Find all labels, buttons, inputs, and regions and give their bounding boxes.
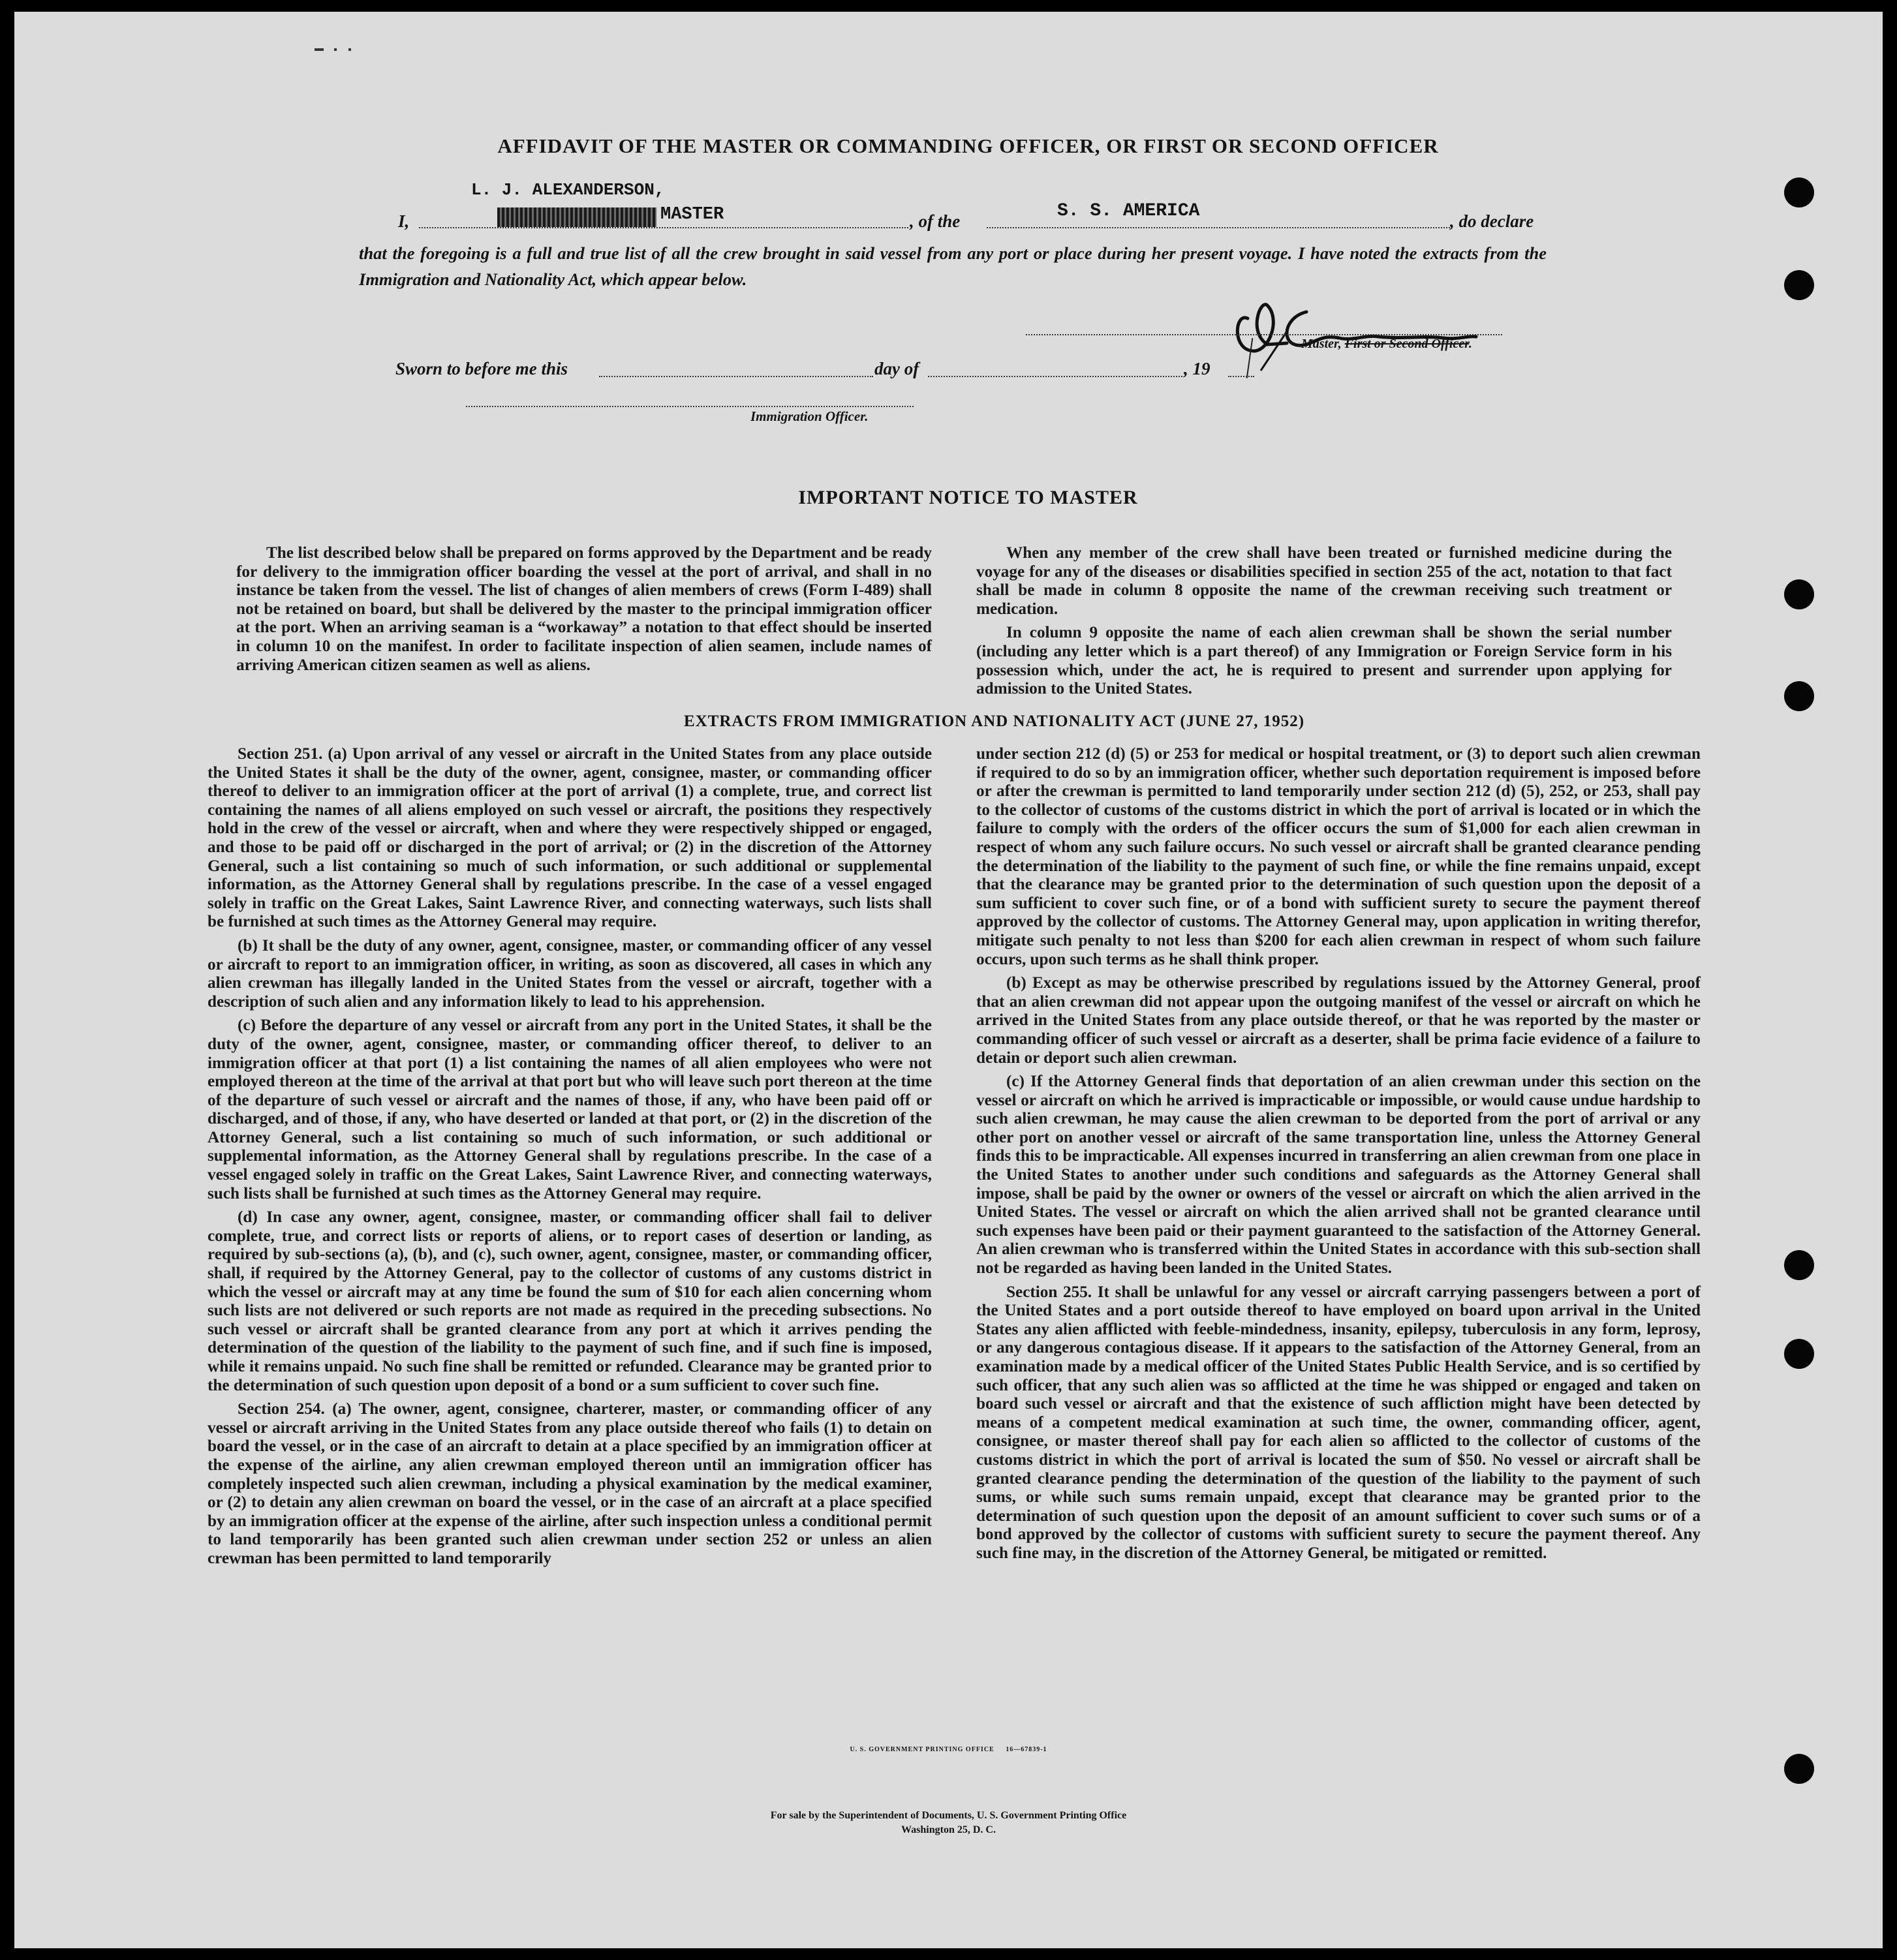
notice-left-paragraph: The list described below shall be prepared on forms approved by the Department and be ready for delivery to the immigration officer boarding the vessel at the port of arrival, and shall in no instance be taken from the vessel. The list of changes of alien members of crews (Form I-489) shall not be retained on board, but shall be delivered by the master to the principal immigration officer at the port. When an arriving seaman is a “workaway” a notation to that effect should be inserted in column 10 on the manifest. In order to facilitate inspection of alien seamen, include names of arriving American citizen seamen as well as aliens.: [236, 544, 932, 674]
section-254-b: (b) Except as may be otherwise prescribed by regulations issued by the Attorney General, proof that an alien crewman did not appear upon the outgoing manifest of the vessel or aircraft on which he arrived in the United States from any place outside thereof, or that he was reported by the master or commanding officer of such vessel or aircraft as a deserter, shall be prima facie evidence of a failure to detain or deport such alien crewman.: [976, 974, 1701, 1067]
master-name: L. J. ALEXANDERSON,: [471, 180, 665, 200]
signature-caption: [1301, 337, 1472, 352]
notice-title: IMPORTANT NOTICE TO MASTER: [798, 487, 1138, 508]
affidavit-title: AFFIDAVIT OF THE MASTER OR COMMANDING OFFICER, OR FIRST OR SECOND OFFICER: [497, 134, 1439, 157]
day-of-label: day of: [874, 359, 919, 378]
punch-hole: [1784, 1339, 1814, 1369]
sworn-label: Sworn to before me this: [395, 359, 568, 378]
declaration-text: that the foregoing is a full and true list of all the crew brought in said vessel from any port or place during her present voyage. I have noted the extracts from the Immigration and Nationality Act, which appear below.: [359, 243, 1547, 289]
name-line: [419, 227, 908, 228]
officer-line: [466, 406, 914, 407]
caption-master: Master,: [1301, 337, 1345, 351]
sale-line: For sale by the Superintendent of Documents, U. S. Government Printing Office: [770, 1810, 1127, 1821]
section-254-a-continued: under section 212 (d) (5) or 253 for medical or hospital treatment, or (3) to deport such alien crewman if required to do so by an immigration officer, whether such deportation requirement is imposed before or after the crewman is permitted to land temporarily under section 212 (d) (5), 252, or 253, shall pay to the collector of customs of the customs district in which the port of arrival is located or in which the failure to comply with the orders of the officer occurs the sum of $1,000 for each alien crewman in respect of whom any such failure occurs. No such vessel or aircraft shall be granted clearance pending the determination of the liability to the payment of such fine, or while the fine remains unpaid, except that the clearance may be granted prior to the determination of such question upon the deposit of a sum sufficient to cover such fine, or of a bond with sufficient surety to secure the payment thereof approved by the collector of customs. The Attorney General may, upon application in writing therefor, mitigate such penalty to not less than $200 for each alien crewman in respect of whom such failure occurs, upon such terms as he shall think proper.: [976, 745, 1701, 968]
section-251-a: Section 251. (a) Upon arrival of any vessel or aircraft in the United States from any place outside the United States it shall be the duty of the owner, agent, consignee, master, or commanding officer thereof to deliver to an immigration officer at the port of arrival (1) a complete, true, and correct list containing the names of all aliens employed on such vessel or aircraft, the positions they respectively hold in the crew of the vessel or aircraft, when and where they were respectively shipped or engaged, and those to be paid off or discharged in the port of arrival; or (2) in the discretion of the Attorney General, such a list containing so much of such information, or such additional or supplemental information, as the Attorney General shall by regulations prescribe. In the case of a vessel engaged solely in traffic on the Great Lakes, Saint Lawrence River, and connecting waterways, such lists shall be furnished at such times as the Attorney General may require.: [208, 745, 932, 931]
redacted-name: [497, 207, 656, 227]
extracts-right-column: [976, 745, 1701, 1563]
extracts-left-column: [208, 745, 932, 1569]
vessel-name: S. S. AMERICA: [1057, 201, 1200, 221]
print-code: U. S. GOVERNMENT PRINTING OFFICE 16—67839-1: [850, 1746, 1047, 1753]
section-254-a: Section 254. (a) The owner, agent, consignee, charterer, master, or commanding officer of any vessel or aircraft arriving in the United States from any place outside thereof who fails (1) to detain on board the vessel, or in the case of an aircraft to detain at a place specified by an immigration officer at the expense of the airline, any alien crewman employed thereon until an immigration officer has completely inspected such alien crewman, including a physical examination by the medical examiner, or (2) to detain any alien crewman on board the vessel, or in the case of an aircraft at a place specified by an immigration officer at the expense of the airline, after such inspection unless a conditional permit to land temporarily has been granted such alien crewman under section 252 or unless an alien crewman has been permitted to land temporarily: [208, 1400, 932, 1567]
signature-line: [1026, 334, 1502, 335]
notice-right-paragraph-2: In column 9 opposite the name of each alien crewman shall be shown the serial number (including any letter which is a part thereof) of any Immigration or Foreign Service form in his possession which, under the act, he is required to present and surrender upon applying for admission to the United States.: [976, 624, 1672, 698]
scan-mark: [315, 48, 324, 51]
punch-hole: [1784, 270, 1814, 300]
section-251-d: (d) In case any owner, agent, consignee, master, or commanding officer shall fail to deliver complete, true, and correct lists or reports of aliens, or to report cases of desertion or landing, as required by sub-sections (a), (b), and (c), such owner, agent, consignee, master, or commanding officer, shall, if required by the Attorney General, pay to the collector of customs of any customs district in which the vessel or aircraft may at any time be found the sum of $10 for each alien concerning whom such lists are not delivered or such reports are not made as required in the preceding subsections. No such vessel or aircraft shall be granted clearance from any port at which it arrives pending the determination of the question of the liability to the payment of such fine, and if such fine is imposed, while it remains unpaid. No such fine shall be remitted or refunded. Clearance may be granted prior to the determination of such question upon deposit of a bond or a sum sufficient to cover such fine.: [208, 1208, 932, 1394]
section-255: Section 255. It shall be unlawful for any vessel or aircraft carrying passengers between a port of the United States and a port outside thereof to have employed on board upon arrival in the United States any alien afflicted with feeble-mindedness, insanity, epilepsy, tuberculosis in any form, leprosy, or any dangerous contagious disease. If it appears to the satisfaction of the Attorney General, from an examination made by a medical officer of the United States Public Health Service, and is so certified by such officer, that any such alien was so afflicted at the time he was shipped or engaged and taken on board such vessel or aircraft and that the existence of such affliction might have been detected by means of a competent medical examination at such time, the owner, commanding officer, agent, consignee, or master thereof shall pay for each alien so afflicted to the collector of customs of the customs district in which the port of arrival is located the sum of $50. No vessel or aircraft shall be granted clearance pending the determination of the question of the liability to the payment of such sums, or while such sums remain unpaid, except that clearance may be granted prior to the determination of such question upon the deposit of an amount sufficient to cover such sums or of a bond approved by the collector of customs with sufficient surety to secure the payment thereof. Any such fine may, in the discretion of the Attorney General, be mitigated or remitted.: [976, 1283, 1701, 1562]
punch-hole: [1784, 1754, 1814, 1784]
sworn-day-line: [599, 376, 873, 377]
sworn-month-line: [928, 376, 1182, 377]
year-label: , 19: [1184, 359, 1211, 378]
sworn-year-line: [1228, 376, 1254, 377]
scan-mark: [348, 48, 351, 51]
section-251-c: (c) Before the departure of any vessel or aircraft from any port in the United States, it shall be the duty of the owner, agent, consignee, master, or commanding officer thereof, to deliver to an immigration officer at that port (1) a list containing the names of all alien employees who were not employed thereon at the time of the arrival at that port but who will leave such port thereon at the time of the departure of such vessel or aircraft and the names of those, if any, who have been paid off or discharged, and of those, if any, who have deserted or landed at that port, or (2) in the discretion of the Attorney General, such a list containing so much of such information, or such additional or supplemental information, as the Attorney General shall by regulations prescribe. In the case of a vessel engaged solely in traffic on the Great Lakes, Saint Lawrence River, and connecting waterways, such lists shall be furnished at such times as the Attorney General may require.: [208, 1017, 932, 1202]
scan-mark: [334, 48, 337, 51]
rank: MASTER: [660, 205, 724, 224]
extracts-title: EXTRACTS FROM IMMIGRATION AND NATIONALITY ACT (JUNE 27, 1952): [683, 712, 1305, 730]
document-page: [14, 12, 1883, 1948]
label-i: I,: [398, 211, 410, 231]
caption-struck: First or Second Officer: [1344, 337, 1469, 351]
label-do-declare: , do declare: [1450, 211, 1534, 231]
label-of-the: , of the: [910, 211, 961, 231]
notice-left-column: [236, 544, 932, 675]
punch-hole: [1784, 177, 1814, 207]
signature-image: [1209, 273, 1515, 377]
vessel-line: [987, 227, 1450, 228]
punch-hole: [1784, 1250, 1814, 1280]
officer-label: Immigration Officer.: [750, 408, 869, 424]
section-254-c: (c) If the Attorney General finds that deportation of an alien crewman under this section on the vessel or aircraft on which he arrived is impracticable or impossible, or would cause undue hardship to such alien crewman, he may cause the alien crewman to be deported from the port of arrival or any other port on another vessel or aircraft of the same transportation line, unless the Attorney General finds this to be impracticable. All expenses incurred in transferring an alien crewman from one place in the United States to another under such conditions and safeguards as the Attorney General shall impose, shall be paid by the owner or owners of the vessel or aircraft on which the alien arrived in the United States. The vessel or aircraft on which the alien arrived shall not be granted clearance until such expenses have been paid or their payment guaranteed to the satisfaction of the Attorney General. An alien crewman who is transferred within the United States in accordance with this sub-section shall not be regarded as having been landed in the United States.: [976, 1073, 1701, 1278]
city-line: Washington 25, D. C.: [901, 1824, 996, 1835]
punch-hole: [1784, 681, 1814, 711]
section-251-b: (b) It shall be the duty of any owner, agent, consignee, master, or commanding officer of any vessel or aircraft to report to an immigration officer, in writing, as soon as discovered, all cases in which any alien crewman has illegally landed in the United States from the vessel or aircraft, together with a description of such alien and any information likely to lead to his apprehension.: [208, 936, 932, 1011]
notice-right-column: [976, 544, 1672, 704]
caption-period: .: [1468, 337, 1472, 351]
punch-hole: [1784, 579, 1814, 609]
notice-right-paragraph-1: When any member of the crew shall have been treated or furnished medicine during the voyage for any of the diseases or disabilities specified in section 255 of the act, notation to that fact shall be made in column 8 opposite the name of the crewman receiving such treatment or medication.: [976, 544, 1672, 618]
